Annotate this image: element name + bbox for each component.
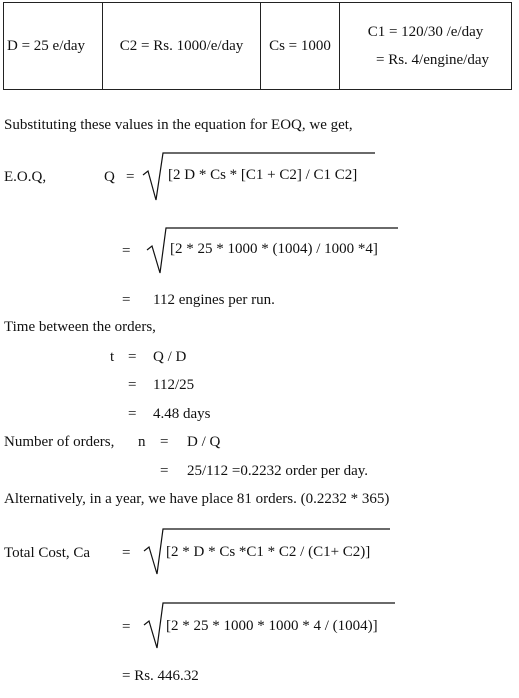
time-expr-2: 112/25 [153,377,195,393]
cell-carrying-cost: C2 = Rs. 1000/e/day [103,3,261,90]
eoq-equals: = [126,169,135,185]
time-var: t [110,349,115,365]
alternative-text: Alternatively, in a year, we have place 81 orders. (0.2232 * 365) [4,491,390,507]
eoq-formula: [2 D * Cs * [C1 + C2] / C1 C2] [168,167,358,183]
time-equals-3: = [128,406,137,422]
total-formula: [2 * D * Cs *C1 * C2 / (C1+ C2)] [166,544,371,560]
orders-expr-2: 25/112 =0.2232 order per day. [187,463,369,479]
time-equals-2: = [128,377,137,393]
cell-setup-cost: Cs = 1000 [261,3,340,90]
time-expr-3: 4.48 days [153,406,211,422]
total-equals-2: = [122,619,131,635]
orders-equals-1: = [160,434,169,450]
time-expr-1: Q / D [153,349,187,365]
cell-c1 [340,3,512,90]
time-heading: Time between the orders, [4,319,156,335]
values-row [4,3,512,90]
total-label: Total Cost, Ca [4,545,91,561]
orders-label: Number of orders, [4,434,115,450]
eoq-result-equals: = [122,292,131,308]
eoq-step2: [2 * 25 * 1000 * (1004) / 1000 *4] [170,241,378,257]
eoq-var: Q [104,169,115,185]
time-equals-1: = [128,349,137,365]
eoq-result: 112 engines per run. [153,292,275,308]
cell-demand: D = 25 e/day [4,3,103,90]
orders-equals-2: = [160,463,169,479]
total-equals-1: = [122,545,131,561]
intro-text: Substituting these values in the equation for EOQ, we get, [4,117,353,133]
total-step2: [2 * 25 * 1000 * 1000 * 4 / (1004)] [166,618,378,634]
orders-var: n [138,434,146,450]
cell-c1-line2: = Rs. 4/engine/day [375,52,490,68]
orders-expr-1: D / Q [187,434,221,450]
total-result: = Rs. 446.32 [122,668,199,684]
eoq-step2-equals: = [122,243,131,259]
cell-c1-line1: C1 = 120/30 /e/day [367,24,484,40]
values-table [3,2,512,90]
eoq-label: E.O.Q, [4,169,47,185]
